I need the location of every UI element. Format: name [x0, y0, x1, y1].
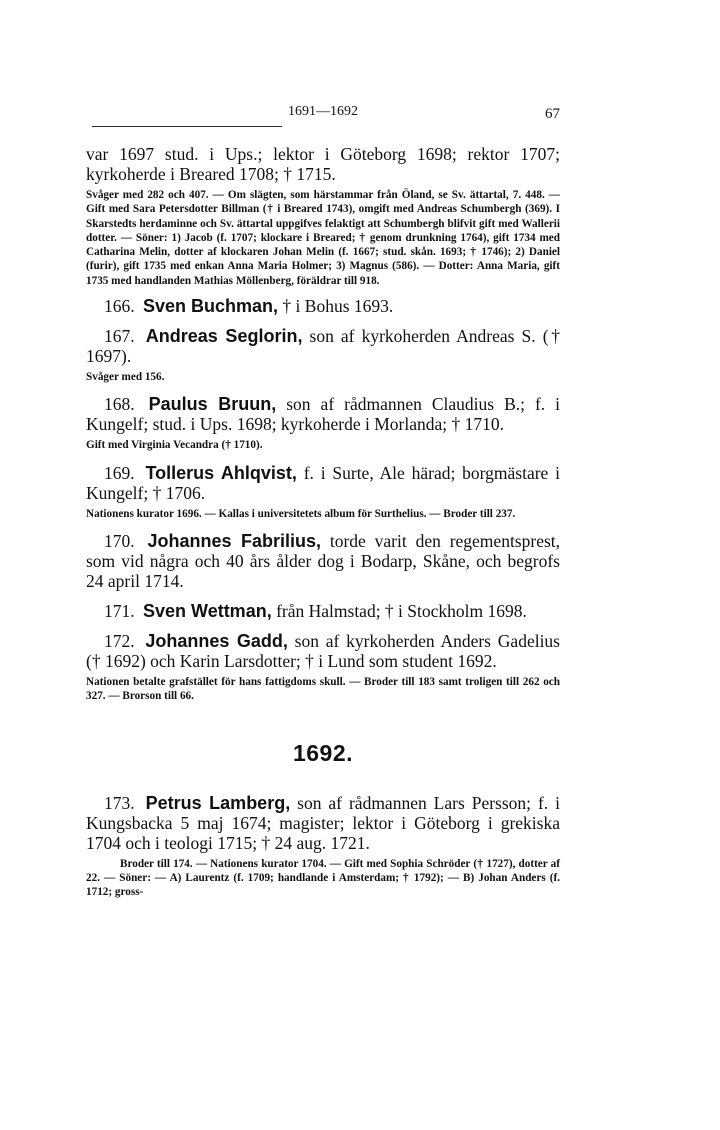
entry-169: [86, 463, 560, 503]
entry-number: 169.: [104, 462, 135, 483]
entry-number: 167.: [104, 326, 135, 347]
entry-text: † i Bohus 1693.: [282, 296, 394, 317]
entry-number: 168.: [104, 394, 135, 415]
entry-167: [86, 326, 560, 366]
entry-name: Tollerus Ahlqvist,: [145, 462, 297, 483]
entry-name: Andreas Seglorin,: [145, 326, 303, 347]
entry-note: Svåger med 156.: [86, 371, 165, 384]
entry-note: Broder till 174. — Nationens kurator 1704. — Gift med Sophia Schröder († 1727), dotter af 22. — Söner: — A) Laurentz (f. 1709; handlande i Amsterdam; † 1792); — B) Johan Anders (f. 1712; gross-: [86, 857, 560, 899]
entry-170: [86, 531, 560, 591]
entry-number: 173.: [104, 792, 135, 813]
entry-name: Sven Buchman,: [143, 296, 279, 317]
entry-number: 170.: [104, 530, 135, 551]
entry-text: son af rådmannen Claudius B.; f. i Kungelf; stud. i Ups. 1698; kyrkoherde i Morlanda; † 1710.: [86, 394, 561, 435]
entry-text: från Halmstad; † i Stockholm 1698.: [276, 600, 527, 621]
entry-168: [86, 394, 560, 434]
entry-name: Johannes Fabrilius,: [147, 530, 321, 551]
entry-text: son af kyrkoherden Anders Gadelius († 1692) och Karin Larsdotter; † i Lund som student 1692.: [86, 630, 560, 671]
entry-172: [86, 631, 560, 671]
entry-name: Petrus Lamberg,: [145, 792, 291, 813]
header-year-range: 1691—1692: [288, 104, 358, 119]
entry-name: Sven Wettman,: [143, 600, 272, 621]
entry-note: Nationens kurator 1696. — Kallas i universitetets album för Surthelius. — Broder till 237.: [86, 507, 516, 520]
entry-text: torde varit den regementsprest, som vid några och 40 års ålder dog i Bodarp, Skåne, och begrofs 24 april 1714.: [86, 530, 561, 591]
entry-number: 171.: [104, 600, 135, 621]
entry-name: Paulus Bruun,: [148, 394, 277, 415]
entry-171: [86, 601, 560, 621]
entry-number: 166.: [104, 296, 135, 317]
continued-entry-text: var 1697 stud. i Ups.; lektor i Göteborg 1698; rektor 1707; kyrkoherde i Breared 1708; † 1715.: [86, 144, 560, 184]
entry-173: [86, 793, 560, 853]
entry-note: Gift med Virginia Vecandra († 1710).: [86, 439, 263, 452]
running-header: [86, 100, 560, 122]
book-page: [86, 100, 561, 899]
entry-note: Nationen betalte grafstället för hans fattigdoms skull. — Broder till 183 samt troligen till 262 och 327. — Brorson till 66.: [86, 675, 560, 703]
entry-name: Johannes Gadd,: [145, 630, 288, 651]
year-heading: 1692.: [292, 739, 354, 766]
page-number: 67: [545, 106, 560, 122]
entry-number: 172.: [104, 630, 135, 651]
entry-text: son af rådmannen Lars Persson; f. i Kungsbacka 5 maj 1674; magister; lektor i Göteborg i grekiska 1704 och i teologi 1715; † 24 aug. 1721.: [86, 792, 560, 853]
entry-text: f. i Surte, Ale härad; borgmästare i Kungelf; † 1706.: [86, 462, 560, 503]
header-rule: [92, 126, 282, 127]
page-body: [86, 144, 560, 899]
entry-166: [86, 296, 560, 316]
entry-text: son af kyrkoherden Andreas S. († 1697).: [86, 326, 560, 367]
continued-entry-note: Svåger med 282 och 407. — Om slägten, som härstammar från Öland, se Sv. ättartal, 7. 448. — Gift med Sara Petersdotter Billman († i Breared 1743), omgift med Andreas Schumbergh (369). I Skarstedts herdaminne och Sv. ättartal uppgifves felaktigt att Schumbergh blifvit gift med Wallerii dotter. — Söner: 1) Jacob (f. 1707; klockare i Breared; † genom drunkning 1764), gift 1734 med Catharina Melin, dotter af klockaren Johan Melin (f. 1667; stud. skån. 1693; † 1746); 2) Daniel (furir), gift 1735 med enkan Anna Maria Holmer; 3) Magnus (586). — Dotter: Anna Maria, gift 1735 med handlanden Mathias Möllenberg, föräldrar till 918.: [86, 189, 560, 287]
